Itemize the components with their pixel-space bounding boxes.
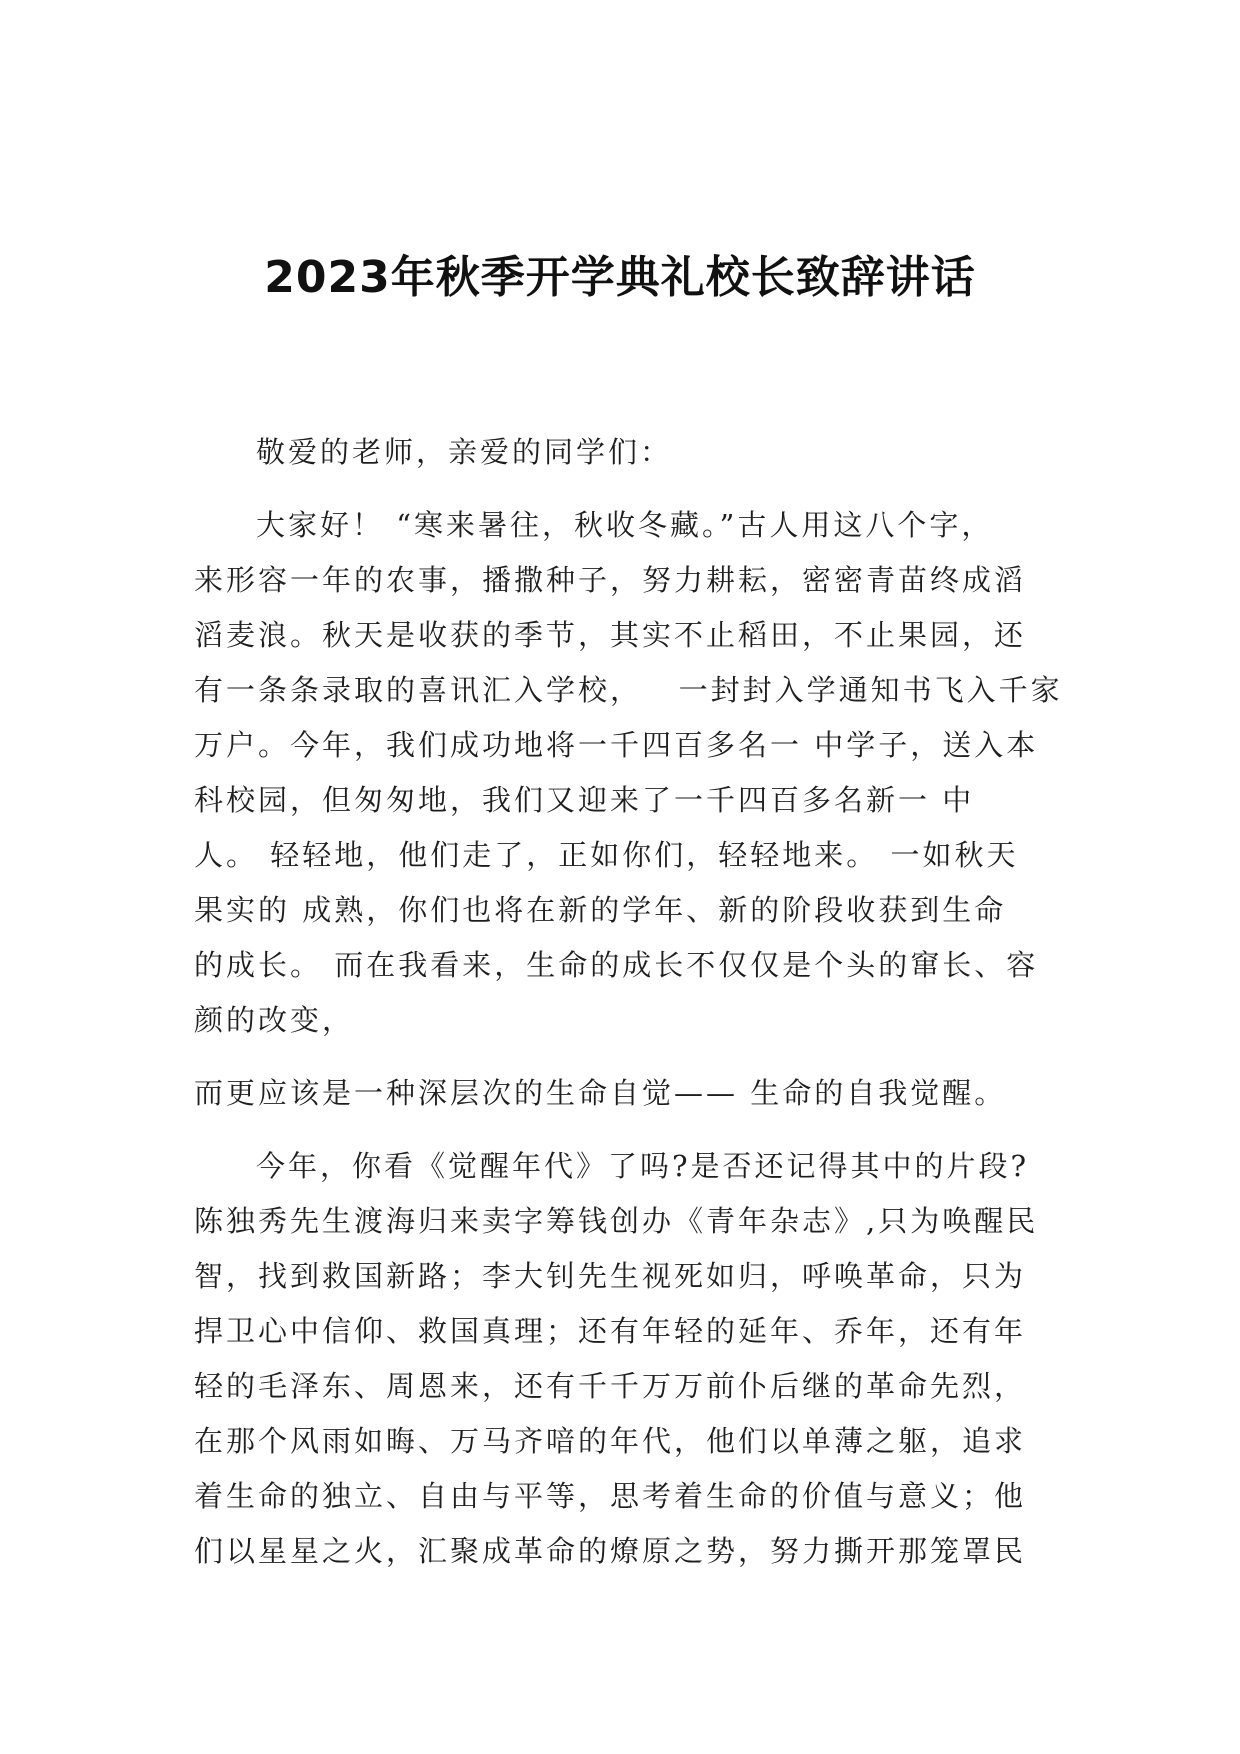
paragraph-line: 陈独秀先生渡海归来卖字筹钱创办《青年杂志》,只为唤醒民	[194, 1204, 1039, 1238]
paragraph-line: 滔麦浪。秋天是收获的季节，其实不止稻田，不止果园，还	[194, 618, 1027, 652]
paragraph-line: 轻的毛泽东、周恩来，还有千千万万前仆后继的革命先烈，	[194, 1369, 1027, 1403]
salutation-line: 敬爱的老师，亲爱的同学们：	[256, 435, 673, 469]
paragraph-line: 智，找到救国新路；李大钊先生视死如归，呼唤革命，只为	[194, 1259, 1027, 1293]
paragraph-line: 在那个风雨如晦、万马齐喑的年代，他们以单薄之躯，追求	[194, 1424, 1027, 1458]
paragraph-line: 有一条条录取的喜讯汇入学校， 一封封入学通知书飞入千家	[194, 673, 1063, 707]
paragraph-line: 们以星星之火，汇聚成革命的燎原之势，努力撕开那笼罩民	[194, 1534, 1027, 1568]
paragraph-line: 着生命的独立、自由与平等，思考着生命的价值与意义；他	[194, 1479, 1027, 1513]
paragraph-line: 大家好！ “寒来暑往，秋收冬藏。”古人用这八个字，	[256, 508, 994, 542]
paragraph-line: 颜的改变，	[194, 1003, 355, 1037]
paragraph-line: 今年，你看《觉醒年代》了吗?是否还记得其中的片段?	[256, 1149, 1030, 1183]
paragraph-line: 科校园，但匆匆地，我们又迎来了一千四百多名新一 中	[194, 783, 975, 817]
paragraph-line: 来形容一年的农事，播撒种子，努力耕耘，密密青苗终成滔	[194, 563, 1027, 597]
paragraph-line: 人。 轻轻地，他们走了，正如你们，轻轻地来。 一如秋天	[194, 838, 1019, 872]
paragraph-line: 万户。今年，我们成功地将一千四百多名一 中学子，送入本	[194, 728, 1039, 762]
document-title: 2023年秋季开学典礼校长致辞讲话	[264, 252, 976, 303]
document-body	[194, 425, 1063, 1579]
paragraph-line: 的成长。 而在我看来，生命的成长不仅仅是个头的窜长、容	[194, 948, 1039, 982]
paragraph-line: 而更应该是一种深层次的生命自觉—— 生命的自我觉醒。	[194, 1076, 1007, 1110]
paragraph-line: 果实的 成熟，你们也将在新的学年、新的阶段收获到生命	[194, 893, 1007, 927]
paragraph-line: 捍卫心中信仰、救国真理；还有年轻的延年、乔年，还有年	[194, 1314, 1027, 1348]
